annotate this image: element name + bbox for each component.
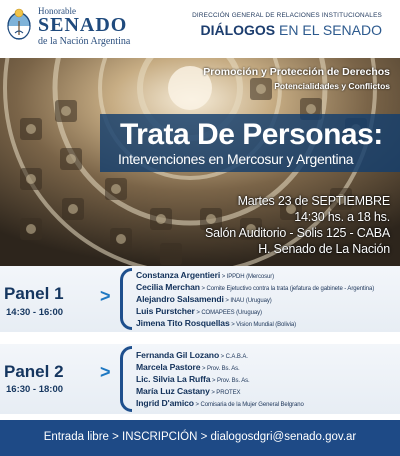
dialogos-light: EN EL SENADO <box>279 22 382 38</box>
event-venue: Salón Auditorio - Solis 125 - CABA <box>205 226 390 240</box>
panel-1-arrow-icon: > <box>100 286 111 306</box>
promo-subheading: Potencialidades y Conflictos <box>274 81 390 91</box>
dialogos-logo <box>200 22 382 38</box>
dialogos-bold: DIÁLOGOS <box>200 22 276 38</box>
panel-2-section <box>0 344 400 414</box>
speaker-item: Alejandro Salsamendi > INAU (Uruguay) <box>136 294 272 304</box>
senate-honorable: Honorable <box>38 6 76 16</box>
speaker-item: Cecilia Merchan > Comite Ejetuctivo contra la trata (jefatura de gabinete - Argentina) <box>136 282 375 292</box>
speaker-item: Marcela Pastore > Prov. Bs. As. <box>136 362 240 372</box>
panel-1-time: 14:30 - 16:00 <box>6 307 64 318</box>
speaker-item: Constanza Argentieri > IPPDH (Mercosur) <box>136 270 275 280</box>
argentina-seal-icon <box>6 7 32 41</box>
speaker-item: Ingrid D'amico > Comisaria de la Mujer General Belgrano <box>136 398 304 408</box>
header <box>0 0 400 58</box>
speaker-item: Luis Purstcher > COMAPEES (Uruguay) <box>136 306 262 316</box>
panel-2-time: 16:30 - 18:00 <box>6 384 64 395</box>
event-banner <box>0 58 400 266</box>
promo-heading: Promoción y Protección de Derechos <box>203 66 390 78</box>
speaker-item: Fernanda Gil Lozano > C.A.B.A. <box>136 350 248 360</box>
panel-1-title: Panel 1 <box>4 284 64 303</box>
panel-1-section <box>0 266 400 332</box>
event-date: Martes 23 de SEPTIEMBRE <box>237 194 390 208</box>
event-hours: 14:30 hs. a 18 hs. <box>294 210 390 224</box>
panel-1-bracket <box>120 268 132 330</box>
panel-divider <box>0 332 400 344</box>
panel-2-bracket <box>120 346 132 412</box>
speaker-item: Lic. Silvia La Ruffa > Prov. Bs. As. <box>136 374 250 384</box>
panel-2-arrow-icon: > <box>100 362 111 382</box>
footer-bar <box>0 420 400 456</box>
senate-logo-text: SENADO <box>38 14 128 36</box>
speaker-item: María Luz Castany > PROTEX <box>136 386 241 396</box>
senate-subtitle: de la Nación Argentina <box>38 36 131 47</box>
registration-link[interactable]: Entrada libre > INSCRIPCIÓN > dialogosdgri@senado.gov.ar <box>43 431 357 443</box>
speaker-item: Jimena Tito Rosquellas > Vision Mundial (Bolivia) <box>136 318 297 328</box>
event-title: Trata De Personas: <box>120 118 383 151</box>
panel-2-title: Panel 2 <box>4 362 64 381</box>
event-institution: H. Senado de La Nación <box>258 242 390 256</box>
direction-title: DIRECCIÓN GENERAL DE RELACIONES INSTITUCIONALES <box>192 12 382 19</box>
event-subtitle: Intervenciones en Mercosur y Argentina <box>118 151 354 167</box>
